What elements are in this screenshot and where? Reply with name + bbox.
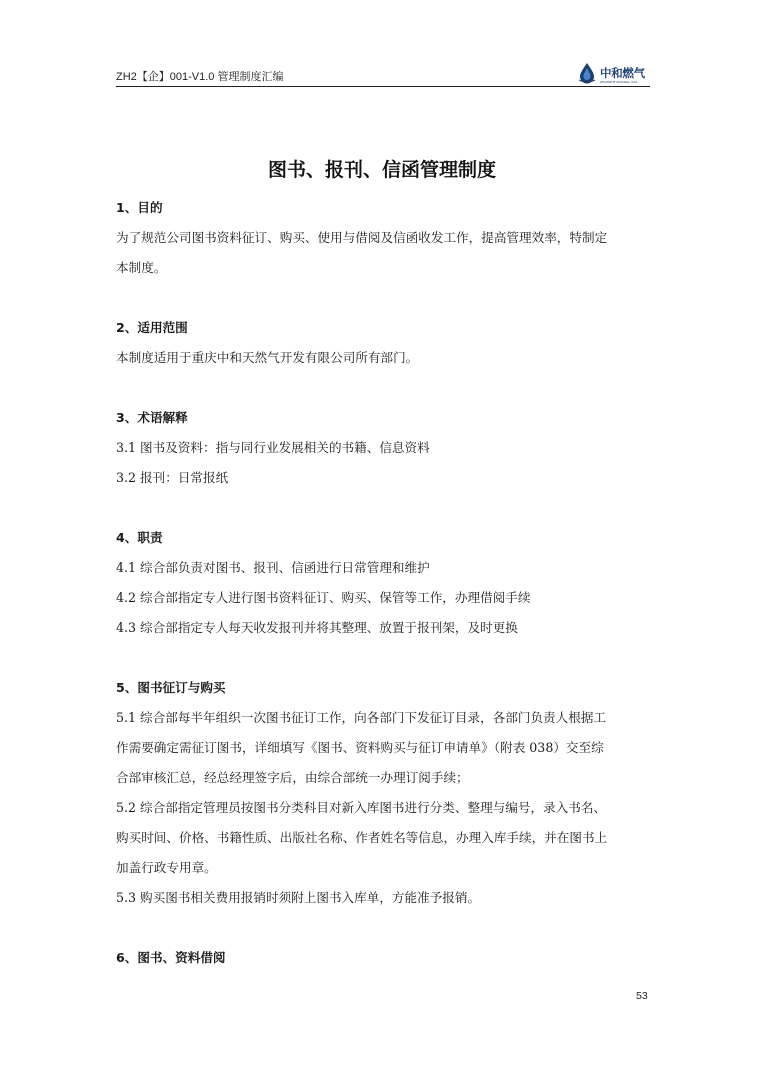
paragraph-line: 5.3 购买图书相关费用报销时须附上图书入库单，方能准予报销。 [116, 890, 481, 905]
paragraph-line: 4.3 综合部指定专人每天收发报刊并将其整理、放置于报刊架，及时更换 [116, 620, 518, 635]
paragraph-line: 5.2 综合部指定管理员按图书分类科目对新入库图书进行分类、整理与编号，录入书名、 [116, 800, 607, 815]
section-heading: 2、适用范围 [116, 320, 188, 335]
section-heading: 1、目的 [116, 200, 163, 215]
section-heading: 5、图书征订与购买 [116, 680, 226, 695]
paragraph-line: 为了规范公司图书资料征订、购买、使用与借阅及信函收发工作，提高管理效率，特制定 [116, 230, 608, 245]
page-title: 图书、报刊、信函管理制度 [267, 159, 496, 181]
paragraph-line: 作需要确定需征订图书，详细填写《图书、资料购买与征订申请单》（附表 038）交至综 [116, 740, 604, 755]
paragraph-line: 4.2 综合部指定专人进行图书资料征订、购买、保管等工作，办理借阅手续 [116, 590, 531, 605]
header-divider [116, 86, 650, 87]
paragraph-line: 3.1 图书及资料：指与同行业发展相关的书籍、信息资料 [116, 440, 430, 455]
page-number: 53 [636, 990, 648, 1002]
paragraph-line: 购买时间、价格、书籍性质、出版社名称、作者姓名等信息，办理入库手续，并在图书上 [116, 830, 608, 845]
flame-drop-icon [576, 62, 598, 84]
section-heading: 4、职责 [116, 530, 163, 545]
section-heading: 3、术语解释 [116, 410, 188, 425]
logo-text: 中和燃气 [600, 66, 645, 80]
paragraph-line: 3.2 报刊：日常报纸 [116, 470, 229, 485]
paragraph-line: 本制度适用于重庆中和天然气开发有限公司所有部门。 [116, 350, 419, 365]
section-heading: 6、图书、资料借阅 [116, 950, 226, 965]
logo-subtext: ZHONGHE NATURAL GAS [600, 80, 638, 84]
paragraph-line: 4.1 综合部负责对图书、报刊、信函进行日常管理和维护 [116, 560, 430, 575]
company-logo [576, 62, 645, 84]
paragraph-line: 加盖行政专用章。 [116, 860, 217, 875]
paragraph-line: 5.1 综合部每半年组织一次图书征订工作，向各部门下发征订目录，各部门负责人根据工 [116, 710, 607, 725]
paragraph-line: 本制度。 [116, 260, 167, 275]
paragraph-line: 合部审核汇总，经总经理签字后，由综合部统一办理订阅手续； [116, 770, 469, 785]
header-doc-code: ZH2【企】001-V1.0 管理制度汇编 [116, 71, 284, 83]
